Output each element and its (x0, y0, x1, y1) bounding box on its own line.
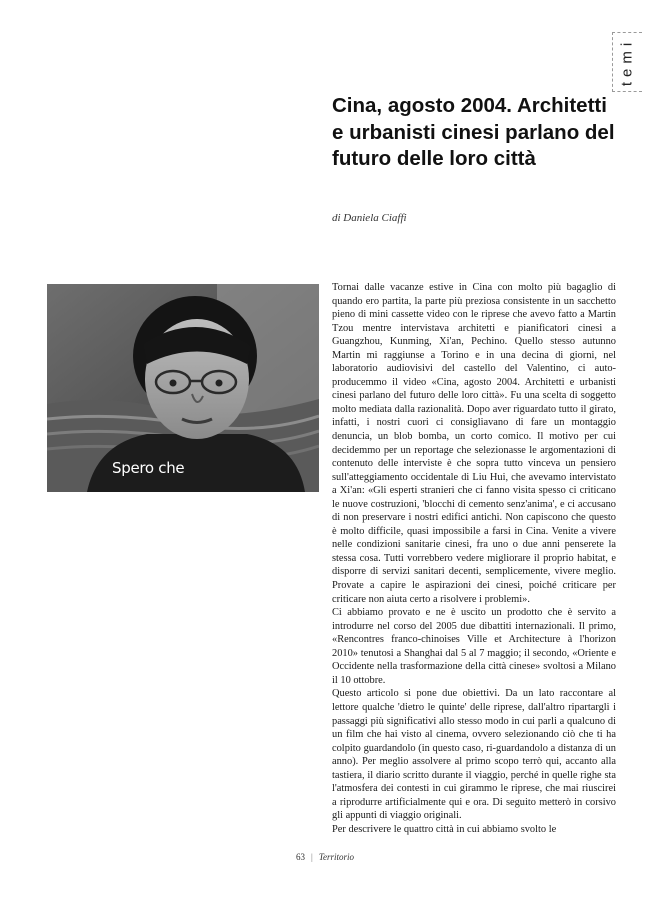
footer-separator: | (311, 852, 313, 862)
article-title: Cina, agosto 2004. Architetti e urbanisti cinesi parlano del futuro delle loro città (332, 94, 615, 170)
article-paragraph: Questo articolo si pone due obiettivi. Da un lato raccontare al lettore qualche 'dietro le quinte' delle riprese, dall'altro ripartargli i passaggi più significativi allo stesso modo in cui parli a qualcuno di un film che hai visto al cinema, ovvero selezionando ciò che ti ha colpito guardandolo (in questo caso, ri-guardandolo a distanza di un anno). Per meglio assolvere al primo scopo terrò qui, accanto alla tastiera, il diario scritto durante il viaggio, perché in quelle righe sta l'atmosfera dei contesti in cui girammo le riprese, che mai riuscirei a riprodurre artificialmente qui e ora. Di seguito metterò in corsivo gli appunti di viaggio originali. (332, 688, 616, 822)
article-paragraph: Per descrivere le quattro città in cui abbiamo svolto le (332, 823, 557, 835)
page-footer (0, 852, 650, 862)
article-author: di Daniela Ciaffi (332, 212, 407, 224)
video-subtitle-caption: Spero che (112, 459, 185, 477)
article-body (332, 281, 616, 841)
page-number: 63 (296, 852, 305, 862)
section-tab-label: temi (618, 37, 636, 87)
article-paragraph: Tornai dalle vacanze estive in Cina con molto più bagaglio di quando ero partita, la parte più preziosa consistente in un sacchetto pieno di mini cassette video con le riprese che avevo fatto a Martin Tzou mentre intervistava architetti e pianificatori cinesi a Guangzhou, Kunming, Xi'an, Pechino. Quello stesso autunno Martin mi raggiunse a Torino e in una decina di giorni, nel laboratorio audiovisivi del castello del Valentino, ci auto-producemmo il video «Cina, agosto 2004. Architetti e urbanisti cinesi parlano del futuro delle loro città». Fu una scelta di soggetto molto mediata dalla razionalità. Dopo aver riguardato tutto il girato, infatti, i nostri cuori ci consigliavano di fare un montaggio denuncia, un blob bomba, un corto comico. Il motivo per cui decidemmo per un reportage che selezionasse le argomentazioni di contenuto delle interviste è che sopra tutto vinceva un pensiero sull'atteggiamento occidentale di Liu Hui, che avevamo intervistato a Xi'an: «Gli esperti stranieri che ci fanno visita spesso ci criticano le nuove costruzioni, 'blocchi di cemento senz'anima', e ci accusano di non preservare i nostri edifici antichi. Non capiscono che questo è molto difficile, quasi impossibile a farsi in Cina. Venite a vivere nelle condizioni sanitarie cinesi, fra uno o due anni penserete la stessa cosa. Tutti vorrebbero vedere migliorare il proprio habitat, e disporre di servizi sanitari decenti, semplicemente, vivere meglio. Provate a capire le aspirazioni dei cinesi, poiché criticare per criticare non aiuta certo a risolvere i problemi». (332, 282, 616, 605)
article-paragraph: Ci abbiamo provato e ne è uscito un prodotto che è servito a introdurre nel corso del 2005 due dibattiti internazionali. Il primo, «Rencontres franco-chinoises Ville et Architecture à l'horizon 2010» tenutosi a Shanghai dal 5 al 7 maggio; il secondo, «Oriente e Occidente nella trasformazione della città cinese» svoltosi a Milano il 10 ottobre. (332, 607, 616, 686)
journal-name: Territorio (318, 852, 354, 862)
